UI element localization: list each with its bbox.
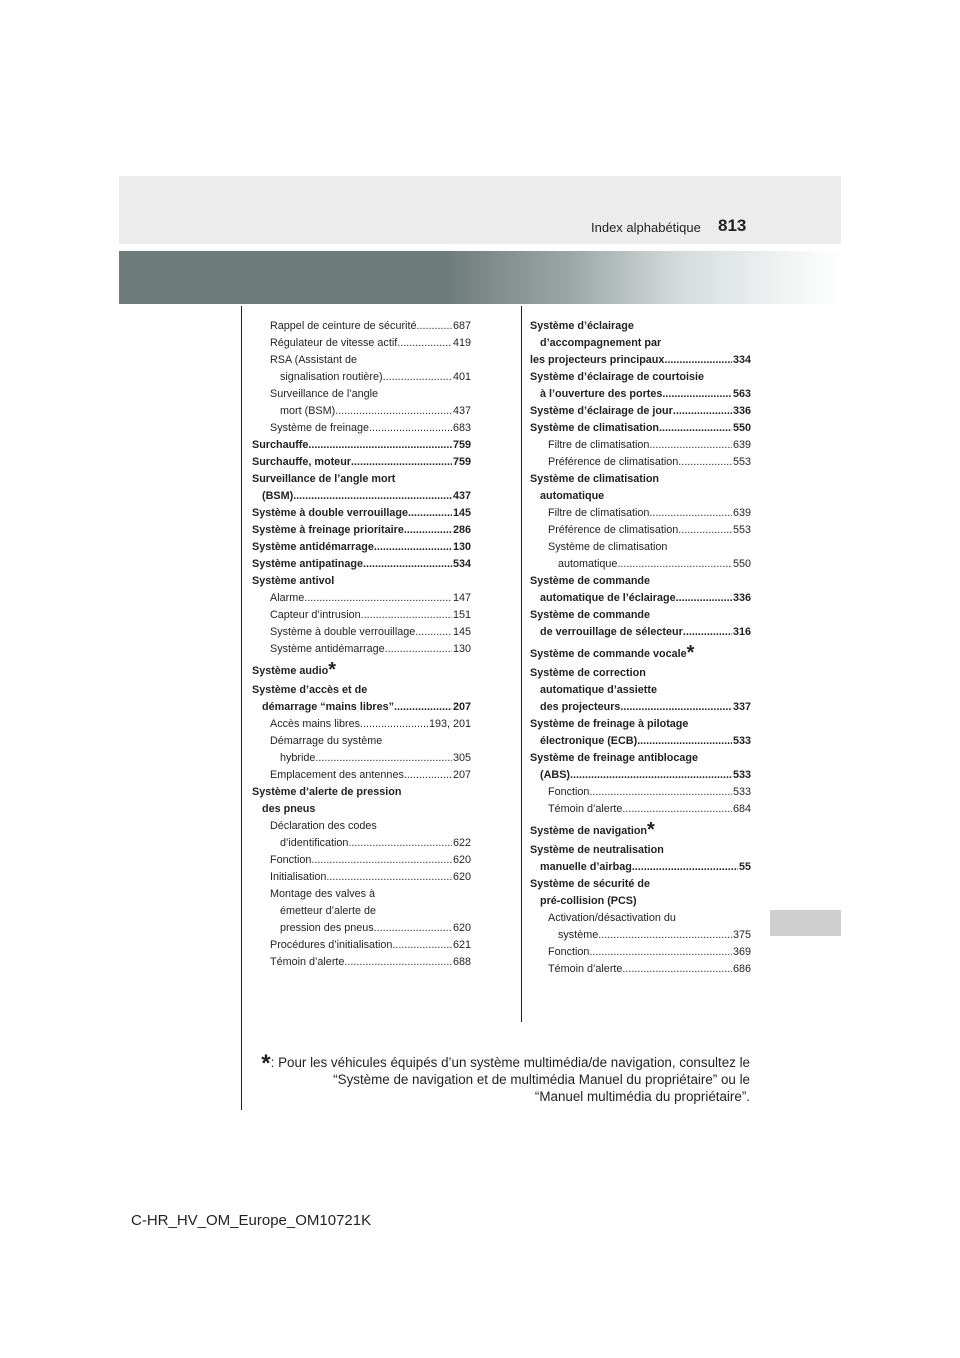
index-entry	[252, 539, 471, 556]
index-entry	[530, 733, 751, 750]
index-entry-label: automatique de l’éclairage	[540, 592, 676, 604]
dot-leader	[374, 920, 452, 937]
dot-leader	[620, 699, 732, 716]
index-entry-label: Déclaration des codes	[270, 820, 377, 832]
index-entry-label: Système de correction	[530, 667, 646, 679]
index-entry-label: démarrage “mains libres”	[262, 701, 395, 713]
index-entry	[530, 750, 751, 767]
index-entry-label: Filtre de climatisation	[548, 507, 650, 519]
index-entry-label: Fonction	[270, 854, 312, 866]
index-entry	[252, 403, 471, 420]
index-entry-page: 305	[452, 752, 471, 764]
index-entry	[530, 643, 751, 665]
dot-leader	[315, 750, 452, 767]
left-column-rule	[241, 306, 242, 1110]
dot-leader	[415, 624, 452, 641]
index-entry-label: les projecteurs principaux	[530, 354, 665, 366]
index-entry	[530, 471, 751, 488]
index-entry-label: Filtre de climatisation	[548, 439, 650, 451]
index-entry-label: automatique d’assiette	[540, 684, 657, 696]
index-entry-label: Système de commande	[530, 575, 651, 587]
index-entry-page: 620	[452, 871, 471, 883]
dot-leader	[408, 505, 452, 522]
index-entry-label: pré-collision (PCS)	[540, 895, 637, 907]
index-entry-page: 151	[452, 609, 471, 621]
index-entry-label: Préférence de climatisation	[548, 456, 679, 468]
footnote-star: *	[261, 1050, 271, 1077]
index-entry	[530, 590, 751, 607]
index-entry-label: automatique	[540, 490, 605, 502]
index-entry	[252, 920, 471, 937]
index-entry-page: 55	[738, 861, 751, 873]
dot-leader	[622, 961, 732, 978]
index-entry	[252, 954, 471, 971]
index-entry	[252, 699, 471, 716]
index-entry-label: Système de freinage antiblocage	[530, 752, 699, 764]
index-entry-label: Système d’éclairage de jour	[530, 405, 673, 417]
index-entry-label: électronique (ECB)	[540, 735, 638, 747]
index-entry-page: 550	[732, 422, 751, 434]
dot-leader	[351, 454, 452, 471]
index-entry	[530, 859, 751, 876]
index-entry-label: Témoin d’alerte	[270, 956, 345, 968]
index-entry	[530, 505, 751, 522]
dot-leader	[416, 318, 452, 335]
footnote-reference-star: *	[328, 659, 337, 681]
index-entry	[530, 539, 751, 556]
index-entry	[252, 420, 471, 437]
dot-leader	[589, 944, 732, 961]
index-entry	[252, 335, 471, 352]
index-entry	[530, 876, 751, 893]
index-entry-page: 684	[732, 803, 751, 815]
index-entry	[252, 437, 471, 454]
index-entry-page: 621	[452, 939, 471, 951]
index-entry-label: à l’ouverture des portes	[540, 388, 663, 400]
index-entry-label: Procédures d’initialisation	[270, 939, 393, 951]
footnote-line-3: “Manuel multimédia du propriétaire”.	[534, 1089, 750, 1104]
index-entry-label: Système antivol	[252, 575, 335, 587]
index-entry	[252, 937, 471, 954]
footnote-reference-star: *	[647, 819, 655, 841]
index-entry	[252, 641, 471, 658]
index-entry-label: Capteur d’intrusion	[270, 609, 361, 621]
index-entry	[530, 437, 751, 454]
index-entry-label: Surveillance de l’angle	[270, 388, 379, 400]
dot-leader	[369, 420, 452, 437]
index-entry-page: 533	[732, 769, 751, 781]
index-entry	[530, 573, 751, 590]
dot-leader	[344, 954, 452, 971]
index-entry	[530, 665, 751, 682]
index-entry	[530, 386, 751, 403]
index-entry-page: 533	[732, 735, 751, 747]
index-entry-label: Témoin d’alerte	[548, 963, 623, 975]
index-entry-page: 683	[452, 422, 471, 434]
dot-leader	[335, 403, 452, 420]
index-entry-label: Emplacement des antennes	[270, 769, 404, 781]
header-banner	[119, 251, 841, 304]
index-entry	[530, 488, 751, 505]
dot-leader	[326, 869, 452, 886]
index-entry-label: signalisation routière)	[280, 371, 383, 383]
index-entry-page: 145	[452, 507, 471, 519]
index-entry-label: Initialisation	[270, 871, 327, 883]
index-entry-page: 620	[452, 922, 471, 934]
index-entry-label: système	[558, 929, 599, 941]
index-entry	[252, 716, 471, 733]
index-entry	[530, 454, 751, 471]
index-entry	[530, 842, 751, 859]
document-id: C-HR_HV_OM_Europe_OM10721K	[131, 1212, 372, 1229]
dot-leader	[304, 590, 452, 607]
index-entry	[252, 852, 471, 869]
footnote-reference-star: *	[686, 642, 695, 664]
index-entry-label: manuelle d’airbag	[540, 861, 632, 873]
index-entry-label: Système de climatisation	[530, 473, 660, 485]
index-entry	[252, 767, 471, 784]
dot-leader	[659, 420, 732, 437]
index-entry-label: Système de sécurité de	[530, 878, 651, 890]
index-entry-page: 686	[732, 963, 751, 975]
index-entry-page: 639	[732, 439, 751, 451]
index-entry	[252, 660, 471, 682]
index-entry	[252, 682, 471, 699]
index-entry	[252, 369, 471, 386]
dot-leader	[678, 522, 732, 539]
index-entry-label: Surchauffe	[252, 439, 309, 451]
dot-leader	[374, 539, 452, 556]
index-entry	[252, 869, 471, 886]
dot-leader	[678, 454, 732, 471]
index-entry	[530, 556, 751, 573]
index-entry-page: 336	[732, 405, 751, 417]
index-entry-page: 207	[452, 769, 471, 781]
index-entry	[530, 699, 751, 716]
index-entry-label: Fonction	[548, 946, 590, 958]
index-entry-label: d’identification	[280, 837, 349, 849]
index-entry-label: Système d’éclairage	[530, 320, 634, 332]
index-entry-page: 419	[452, 337, 471, 349]
index-entry	[252, 886, 471, 903]
index-entry-page: 375	[732, 929, 751, 941]
dot-leader	[622, 801, 732, 818]
dot-leader	[589, 784, 732, 801]
index-entry-page: 563	[732, 388, 751, 400]
dot-leader	[570, 767, 732, 784]
index-entry	[252, 624, 471, 641]
index-entry	[530, 522, 751, 539]
index-entry-label: Système d’éclairage de courtoisie	[530, 371, 705, 383]
index-column-right	[530, 318, 751, 978]
index-entry-label: Système antidémarrage	[252, 541, 374, 553]
index-entry	[530, 910, 751, 927]
index-entry-label: Système de navigation	[530, 825, 648, 837]
index-entry	[530, 716, 751, 733]
dot-leader	[293, 488, 452, 505]
index-entry-label: des projecteurs	[540, 701, 621, 713]
index-entry-page: 759	[452, 456, 471, 468]
index-entry-label: Système à freinage prioritaire	[252, 524, 404, 536]
index-entry	[252, 386, 471, 403]
index-entry	[530, 767, 751, 784]
dot-leader	[311, 852, 452, 869]
index-entry-page: 688	[452, 956, 471, 968]
index-entry-page: 130	[452, 643, 471, 655]
section-title: Index alphabétique	[591, 220, 701, 235]
page-number: 813	[718, 216, 747, 235]
index-entry-label: Montage des valves à	[270, 888, 376, 900]
dot-leader	[308, 437, 452, 454]
dot-leader	[673, 403, 732, 420]
index-entry-label: automatique	[558, 558, 618, 570]
dot-leader	[363, 556, 452, 573]
footnote	[253, 1050, 750, 1105]
index-entry-label: Système à double verrouillage	[252, 507, 409, 519]
index-entry	[530, 318, 751, 335]
dot-leader	[385, 641, 452, 658]
index-entry	[252, 835, 471, 852]
dot-leader	[360, 716, 428, 733]
dot-leader	[662, 386, 732, 403]
index-entry-page: 401	[452, 371, 471, 383]
index-entry-page: 437	[452, 405, 471, 417]
index-entry	[252, 784, 471, 801]
dot-leader	[392, 937, 452, 954]
index-entry-label: Système de freinage à pilotage	[530, 718, 689, 730]
dot-leader	[683, 624, 732, 641]
index-entry	[530, 784, 751, 801]
index-entry	[530, 335, 751, 352]
index-entry	[530, 369, 751, 386]
index-entry-label: Préférence de climatisation	[548, 524, 679, 536]
dot-leader	[649, 505, 732, 522]
chapter-tab	[770, 910, 841, 936]
index-entry-label: Témoin d’alerte	[548, 803, 623, 815]
index-entry	[252, 488, 471, 505]
index-entry-page: 207	[452, 701, 471, 713]
index-entry-label: Démarrage du système	[270, 735, 383, 747]
index-entry-page: 145	[452, 626, 471, 638]
index-entry-label: pression des pneus	[280, 922, 374, 934]
dot-leader	[348, 835, 452, 852]
index-entry-label: d’accompagnement par	[540, 337, 662, 349]
index-entry-page: 437	[452, 490, 471, 502]
index-entry	[252, 556, 471, 573]
index-entry-page: 337	[732, 701, 751, 713]
index-entry-label: Régulateur de vitesse actif	[270, 337, 398, 349]
index-entry-label: RSA (Assistant de	[270, 354, 358, 366]
index-entry	[530, 961, 751, 978]
index-entry-label: Alarme	[270, 592, 305, 604]
index-entry-label: Système de climatisation	[530, 422, 660, 434]
index-entry-label: Système d’accès et de	[252, 684, 368, 696]
index-entry-label: Système d’alerte de pression	[252, 786, 402, 798]
index-entry	[530, 682, 751, 699]
center-column-rule	[521, 306, 522, 1022]
index-entry-page: 193, 201	[428, 718, 471, 730]
index-entry	[530, 820, 751, 842]
index-entry	[252, 607, 471, 624]
index-entry	[530, 624, 751, 641]
index-entry-label: Fonction	[548, 786, 590, 798]
index-entry-page: 534	[452, 558, 471, 570]
index-entry	[530, 944, 751, 961]
index-entry-page: 130	[452, 541, 471, 553]
dot-leader	[404, 767, 452, 784]
dot-leader	[361, 607, 452, 624]
index-entry-label: (ABS)	[540, 769, 570, 781]
index-entry-page: 639	[732, 507, 751, 519]
index-entry-label: hybride	[280, 752, 316, 764]
index-entry-label: émetteur d’alerte de	[280, 905, 377, 917]
index-entry	[252, 733, 471, 750]
index-entry	[530, 607, 751, 624]
index-entry-page: 622	[452, 837, 471, 849]
index-entry	[530, 801, 751, 818]
index-entry-label: Système de freinage	[270, 422, 370, 434]
index-column-left	[252, 318, 471, 971]
index-entry-page: 533	[732, 786, 751, 798]
index-entry-page: 553	[732, 456, 751, 468]
index-entry-page: 336	[732, 592, 751, 604]
index-entry-label: Surchauffe, moteur	[252, 456, 351, 468]
index-entry-label: Système à double verrouillage	[270, 626, 416, 638]
index-entry-page: 553	[732, 524, 751, 536]
dot-leader	[394, 699, 452, 716]
index-entry	[252, 318, 471, 335]
index-entry	[530, 420, 751, 437]
index-entry-label: des pneus	[262, 803, 316, 815]
index-entry	[530, 893, 751, 910]
index-entry-page: 369	[732, 946, 751, 958]
index-entry-page: 286	[452, 524, 471, 536]
index-entry	[252, 471, 471, 488]
dot-leader	[637, 733, 732, 750]
index-entry-label: Accès mains libres	[270, 718, 361, 730]
index-entry-page: 759	[452, 439, 471, 451]
dot-leader	[676, 590, 732, 607]
index-entry-page: 316	[732, 626, 751, 638]
index-entry-page: 550	[732, 558, 751, 570]
index-entry	[252, 454, 471, 471]
index-entry-label: Système audio	[252, 665, 329, 677]
index-entry-page: 147	[452, 592, 471, 604]
index-entry-label: mort (BSM)	[280, 405, 336, 417]
index-entry-label: Surveillance de l’angle mort	[252, 473, 396, 485]
dot-leader	[632, 859, 738, 876]
index-entry	[252, 505, 471, 522]
dot-leader	[649, 437, 732, 454]
dot-leader	[598, 927, 732, 944]
index-entry	[252, 573, 471, 590]
dot-leader	[383, 369, 452, 386]
index-entry-label: Système antipatinage	[252, 558, 364, 570]
index-entry	[252, 818, 471, 835]
index-entry-label: Rappel de ceinture de sécurité	[270, 320, 417, 332]
index-entry	[530, 403, 751, 420]
index-entry	[530, 927, 751, 944]
dot-leader	[397, 335, 452, 352]
footnote-line-1: : Pour les véhicules équipés d’un système multimédia/de navigation, consultez le	[270, 1055, 750, 1070]
index-entry	[252, 522, 471, 539]
index-entry-label: Système de commande	[530, 609, 651, 621]
index-entry-label: Système de climatisation	[548, 541, 668, 553]
index-entry-page: 687	[452, 320, 471, 332]
index-entry	[252, 750, 471, 767]
index-entry-page: 334	[732, 354, 751, 366]
index-entry	[530, 352, 751, 369]
index-entry-label: Système de commande vocale	[530, 648, 687, 660]
index-entry-label: Système de neutralisation	[530, 844, 664, 856]
index-entry-page: 620	[452, 854, 471, 866]
index-entry-label: de verrouillage de sélecteur	[540, 626, 683, 638]
dot-leader	[617, 556, 732, 573]
index-entry	[252, 801, 471, 818]
footnote-line-2: “Système de navigation et de multimédia Manuel du propriétaire” ou le	[333, 1072, 750, 1087]
dot-leader	[404, 522, 452, 539]
index-entry	[252, 590, 471, 607]
index-entry-label: Système antidémarrage	[270, 643, 385, 655]
index-entry-label: (BSM)	[262, 490, 294, 502]
index-entry-label: Activation/désactivation du	[548, 912, 676, 924]
index-entry	[252, 903, 471, 920]
dot-leader	[664, 352, 732, 369]
index-entry	[252, 352, 471, 369]
